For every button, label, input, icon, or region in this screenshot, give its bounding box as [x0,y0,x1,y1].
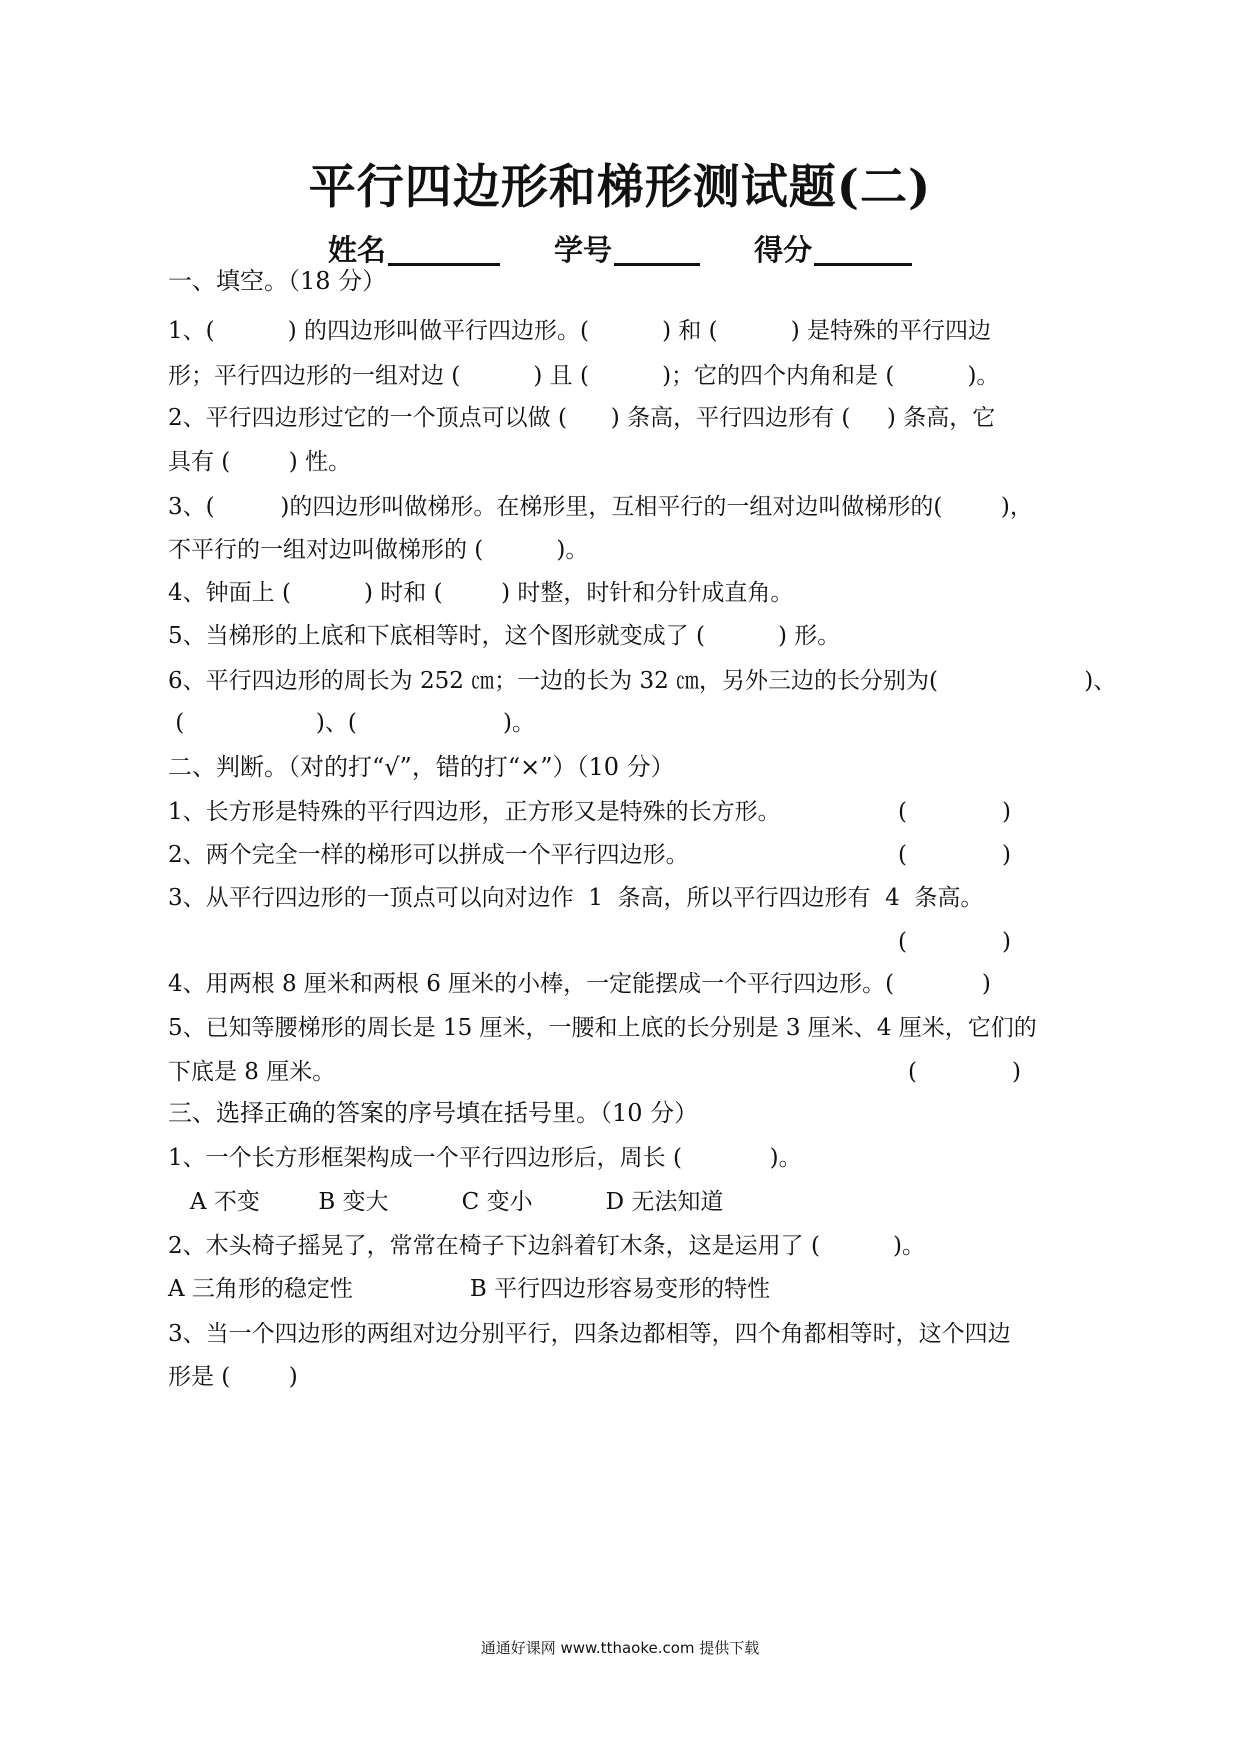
fill-line-4: 具有 ( ) 性。 [168,449,352,475]
judge-answer-1[interactable]: ( ) [898,799,1011,825]
score-label: 得分 [754,233,813,267]
id-field [554,228,700,269]
choice-options-2: A 三角形的稳定性 B 平行四边形容易变形的特性 [168,1276,771,1302]
name-field [328,228,500,269]
choice-line-2: 2、木头椅子摇晃了，常常在椅子下边斜着钉木条，这是运用了 ( )。 [168,1233,926,1259]
judge-line-1: 1、长方形是特殊的平行四边形，正方形又是特殊的长方形。 [168,799,781,825]
name-blank[interactable] [388,231,500,266]
fill-line-1: 1、( ) 的四边形叫做平行四边形。( ) 和 ( ) 是特殊的平行四边 [168,318,992,344]
judge-line-6: 下底是 8 厘米。 [168,1059,336,1085]
choice-line-3: 3、当一个四边形的两组对边分别平行，四条边都相等，四个角都相等时，这个四边 [168,1321,1011,1347]
page-footer: 通通好课网 www.tthaoke.com 提供下载 [480,1639,760,1657]
choice-line-1: 1、一个长方形框架构成一个平行四边形后，周长 ( )。 [168,1145,802,1171]
section1-heading: 一、填空。（18 分） [168,267,387,295]
fill-line-2: 形；平行四边形的一组对边 ( ) 且 ( )；它的四个内角和是 ( )。 [168,363,1000,389]
fill-line-9: 6、平行四边形的周长为 252 ㎝；一边的长为 32 ㎝，另外三边的长分别为( )、 [168,668,1117,694]
judge-answer-5[interactable]: ( ) [908,1059,1021,1085]
judge-line-4: 4、用两根 8 厘米和两根 6 厘米的小棒，一定能摆成一个平行四边形。( ) [168,971,991,997]
student-info [0,228,1240,269]
judge-line-3: 3、从平行四边形的一顶点可以向对边作 1 条高，所以平行四边形有 4 条高。 [168,885,984,911]
section2-heading: 二、判断。（对的打“√”，错的打“×”）（10 分） [168,753,675,781]
score-field [754,228,912,269]
fill-line-7: 4、钟面上 ( ) 时和 ( ) 时整，时针和分针成直角。 [168,580,794,606]
score-blank[interactable] [814,231,912,266]
judge-answer-3[interactable]: ( ) [898,929,1011,955]
fill-line-10: ( )、( )。 [168,710,536,736]
choice-options-1: A 不变 B 变大 C 变小 D 无法知道 [168,1189,724,1215]
page-title: 平行四边形和梯形测试题(二) [308,160,932,215]
id-blank[interactable] [614,231,700,266]
judge-answer-2[interactable]: ( ) [898,842,1011,868]
judge-line-2: 2、两个完全一样的梯形可以拼成一个平行四边形。 [168,842,689,868]
fill-line-6: 不平行的一组对边叫做梯形的 ( )。 [168,537,589,563]
judge-line-5: 5、已知等腰梯形的周长是 15 厘米，一腰和上底的长分别是 3 厘米、4 厘米，它们的 [168,1015,1037,1041]
name-label: 姓名 [327,233,386,267]
choice-line-4: 形是 ( ) [168,1364,298,1390]
fill-line-3: 2、平行四边形过它的一个顶点可以做 ( ) 条高，平行四边形有 ( ) 条高，它 [168,405,996,431]
section3-heading: 三、选择正确的答案的序号填在括号里。（10 分） [168,1099,699,1127]
fill-line-5: 3、( )的四边形叫做梯形。在梯形里，互相平行的一组对边叫做梯形的( )， [168,494,1033,520]
fill-line-8: 5、当梯形的上底和下底相等时，这个图形就变成了 ( ) 形。 [168,623,841,649]
id-label: 学号 [553,233,612,267]
